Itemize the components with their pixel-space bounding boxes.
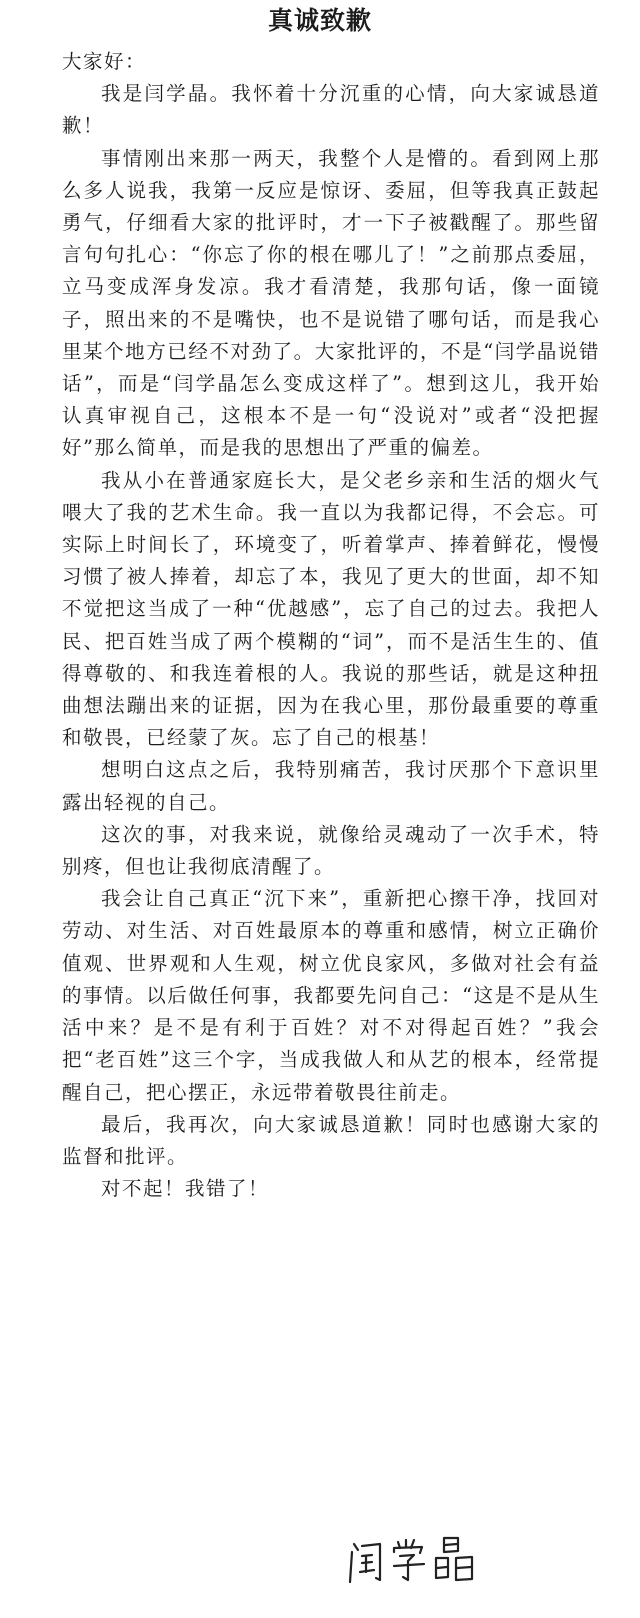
handwritten-signature <box>340 1530 490 1592</box>
paragraph-1: 我是闫学晶。我怀着十分沉重的心情，向大家诚恳道歉！ <box>62 82 600 138</box>
paragraph-8: 对不起！我错了！ <box>101 1177 270 1201</box>
signature-drawing <box>340 1530 490 1592</box>
paragraph-4: 想明白这点之后，我特别痛苦，我讨厌那个下意识里露出轻视的自己。 <box>62 758 600 814</box>
paragraph-3: 我从小在普通家庭长大，是父老乡亲和生活的烟火气喂大了我的艺术生命。我一直以为我都记得，不会忘。可实际上时间长了，环境变了，听着掌声、捧着鲜花，慢慢习惯了被人捧着，却忘了本，我见了更大的世面，却不知不觉把这当成了一种“优越感”，忘了自己的过去。我把人民、把百姓当成了两个模糊的“词”，而不是活生生的、值得尊敬的、和我连着根的人。我说的那些话，就是这种扭曲想法蹦出来的证据，因为在我心里，那份最重要的尊重和敬畏，已经蒙了灰。忘了自己的根基！ <box>62 468 600 750</box>
paragraph-5: 这次的事，对我来说，就像给灵魂动了一次手术，特别疼，但也让我彻底清醒了。 <box>62 822 600 879</box>
paragraph-7: 最后，我再次，向大家诚恳道歉！同时也感谢大家的监督和批评。 <box>62 1112 600 1168</box>
salutation: 大家好： <box>62 50 147 73</box>
page-title: 真诚致歉 <box>267 6 372 35</box>
paragraph-6: 我会让自己真正“沉下来”，重新把心擦干净，找回对劳动、对生活、对百姓最原本的尊重和感情，树立正确价值观、世界观和人生观，树立优良家风，多做对社会有益的事情。以后做任何事，我都要先问自己：“这是不是从生活中来？是不是有利于百姓？对不对得起百姓？”我会把“老百姓”这三个字，当成我做人和从艺的根本，经常提醒自己，把心摆正，永远带着敬畏往前走。 <box>62 887 600 1104</box>
letter-body <box>62 46 600 1205</box>
paragraph-2: 事情刚出来那一两天，我整个人是懵的。看到网上那么多人说我，我第一反应是惊讶、委屈，但等我真正鼓起勇气，仔细看大家的批评时，才一下子被戳醒了。那些留言句句扎心：“你忘了你的根在哪儿了！”之前那点委屈，立马变成浑身发凉。我才看清楚，我那句话，像一面镜子，照出来的不是嘴快，也不是说错了哪句话，而是我心里某个地方已经不对劲了。大家批评的，不是“闫学晶说错话”，而是“闫学晶怎么变成这样了”。想到这儿，我开始认真审视自己，这根本不是一句“没说对”或者“没把握好”那么简单，而是我的思想出了严重的偏差。 <box>62 146 600 460</box>
